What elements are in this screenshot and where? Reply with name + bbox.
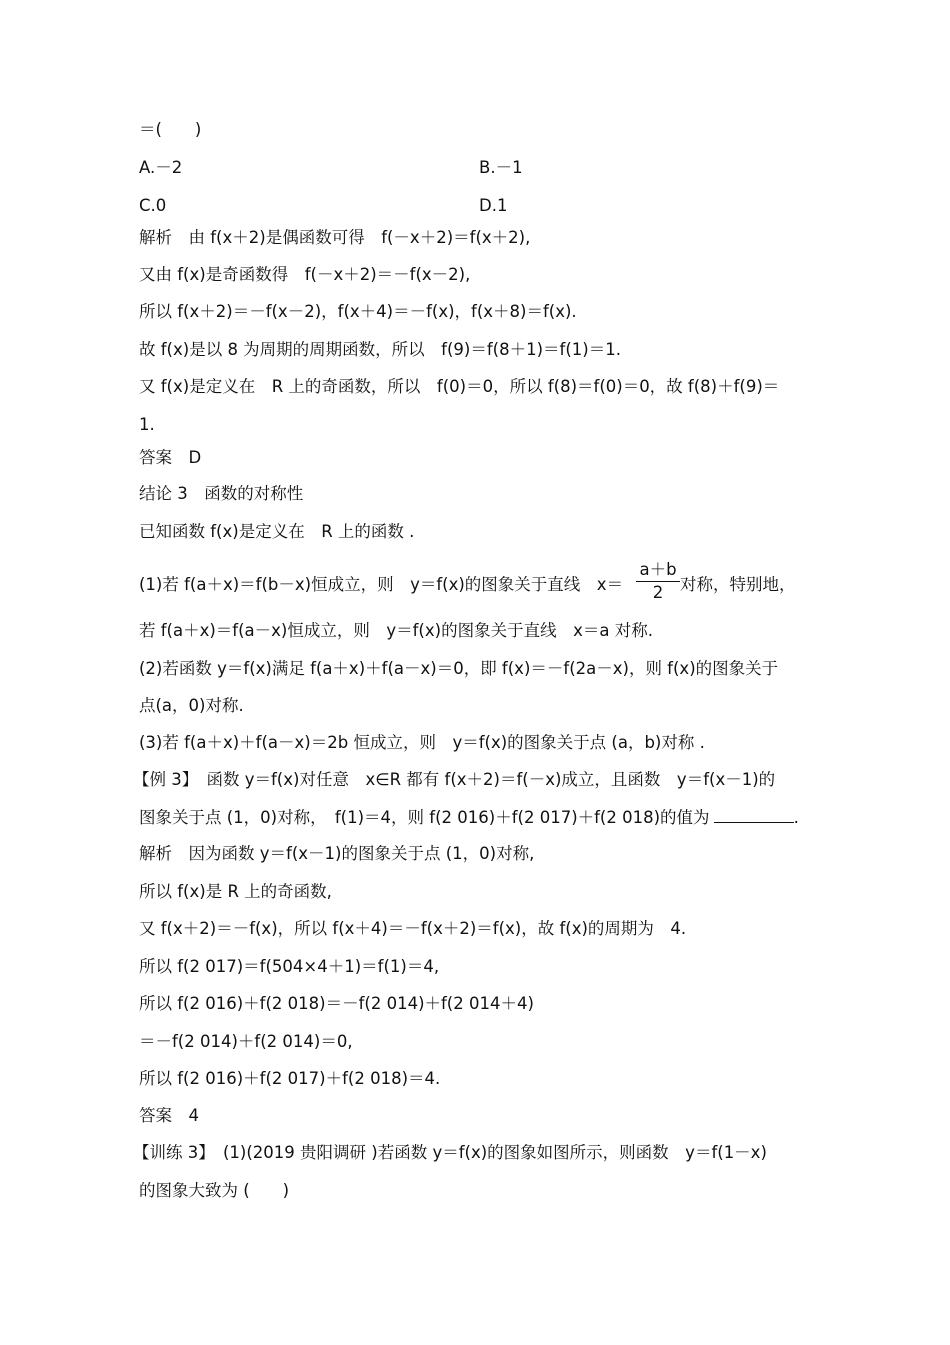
solution-3-line: 所以 f(2 016)＋f(2 017)＋f(2 018)＝4. [139,1069,441,1088]
option-a: A.－2 [139,158,183,177]
answer-blank [714,806,794,823]
training-3-line1: 【训练 3】 (1)(2019 贵阳调研 )若函数 y＝f(x)的图象如图所示，则函数 y＝f(1－x) [133,1143,767,1162]
example-3-text: 图象关于点 (1，0)对称， f(1)＝4，则 f(2 016)＋f(2 017)＋f(2 018)的值为 [139,808,710,827]
example-3-line1: 【例 3】 函数 y＝f(x)对任意 x∈R 都有 f(x＋2)＝f(－x)成立，且函数 y＝f(x－1)的 [133,770,776,789]
solution-line: 故 f(x)是以 8 为周期的周期函数，所以 f(9)＝f(8＋1)＝f(1)＝1. [139,340,621,359]
solution-3-line: ＝－f(2 014)＋f(2 014)＝0, [139,1032,353,1051]
solution-3-line: 所以 f(x)是 R 上的奇函数, [139,882,332,901]
conclusion-3: (3)若 f(a＋x)＋f(a－x)＝2b 恒成立，则 y＝f(x)的图象关于点 (a，b)对称 . [139,733,705,752]
solution-3-line: 所以 f(2 016)＋f(2 018)＝－f(2 014)＋f(2 014＋4) [139,994,534,1013]
solution-line: 所以 f(x＋2)＝－f(x－2)，f(x＋4)＝－f(x)，f(x＋8)＝f(x). [139,302,577,321]
conclusion-title: 结论 3 函数的对称性 [139,484,304,503]
question-tail: ＝( ) [139,120,202,139]
solution-line: 又 f(x)是定义在 R 上的奇函数，所以 f(0)＝0，所以 f(8)＝f(0)＝0，故 f(8)＋f(9)＝ [139,377,780,396]
solution-3-line: 所以 f(2 017)＝f(504×4＋1)＝f(1)＝4, [139,957,440,976]
conclusion-1-post: 对称，特别地， [680,575,796,594]
conclusion-1-pre: (1)若 f(a＋x)＝f(b－x)恒成立，则 y＝f(x)的图象关于直线 x＝ [139,575,624,594]
solution-3-line: 解析 因为函数 y＝f(x－1)的图象关于点 (1，0)对称, [139,844,535,863]
fraction-denominator: 2 [652,583,664,602]
solution-line: 1. [139,415,155,434]
answer-1: 答案 D [139,448,202,467]
solution-line: 解析 由 f(x＋2)是偶函数可得 f(－x＋2)＝f(x＋2), [139,228,531,247]
solution-3-line: 又 f(x＋2)＝－f(x)，所以 f(x＋4)＝－f(x＋2)＝f(x)，故 f(x)的周期为 4. [139,919,687,938]
example-3-line2 [139,806,799,829]
fraction-a-plus-b-over-2 [636,560,680,603]
conclusion-intro: 已知函数 f(x)是定义在 R 上的函数 . [139,522,415,541]
training-3-line2: 的图象大致为 ( ) [139,1181,290,1200]
conclusion-2-line2: 点(a，0)对称. [139,696,244,715]
option-d: D.1 [479,196,508,215]
option-c: C.0 [139,196,167,215]
solution-line: 又由 f(x)是奇函数得 f(－x＋2)＝－f(x－2), [139,265,471,284]
answer-3: 答案 4 [139,1106,199,1125]
conclusion-1-line2: 若 f(a＋x)＝f(a－x)恒成立，则 y＝f(x)的图象关于直线 x＝a 对称. [139,621,653,640]
example-3-end: . [793,808,799,827]
option-b: B.－1 [479,158,523,177]
conclusion-2-line1: (2)若函数 y＝f(x)满足 f(a＋x)＋f(a－x)＝0，即 f(x)＝－f(2a－x)，则 f(x)的图象关于 [139,659,779,678]
fraction-numerator: a＋b [636,560,680,582]
